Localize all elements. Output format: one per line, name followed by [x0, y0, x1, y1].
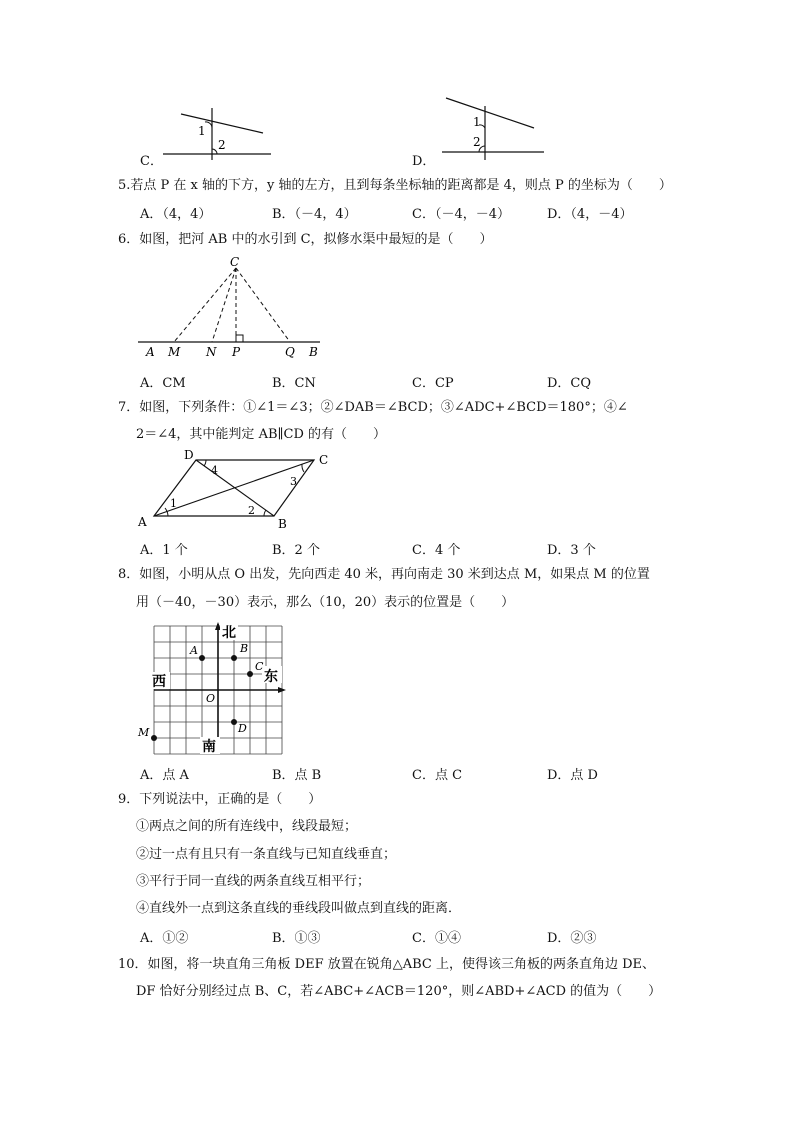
angle-label-1: 1 — [170, 497, 177, 510]
point-m-label: M — [168, 345, 181, 359]
transversal-line — [446, 98, 534, 128]
east-label: 东 — [264, 669, 278, 685]
point-m-label: M — [138, 726, 150, 739]
point-q-label: Q — [285, 345, 295, 359]
angle-label-4: 4 — [211, 464, 218, 477]
angle-label-1: 1 — [198, 124, 206, 138]
north-label: 北 — [222, 625, 236, 641]
q9-statement-4: ④直线外一点到这条直线的垂线段叫做点到直线的距离． — [136, 901, 462, 916]
point-a-dot — [199, 655, 205, 661]
angle-arc-3 — [302, 464, 304, 472]
q7-stem-line1: 7．如图，下列条件：①∠1＝∠3；②∠DAB＝∠BCD；③∠ADC+∠BCD＝180°；④∠ — [118, 400, 628, 415]
q9-statement-1: ①两点之间的所有连线中，线段最短； — [136, 819, 358, 834]
q8-option-d[interactable]: D．点 D — [547, 768, 598, 783]
angle-arc-2 — [264, 510, 266, 516]
q6-option-b[interactable]: B．CN — [272, 376, 316, 391]
diagonal-bd — [196, 460, 274, 516]
point-d-dot — [231, 719, 237, 725]
q8-option-c[interactable]: C．点 C — [412, 768, 463, 783]
angle-arc-2 — [212, 149, 217, 154]
q6-option-c[interactable]: C．CP — [412, 376, 454, 391]
q9-statement-3: ③平行于同一直线的两条直线互相平行； — [136, 874, 371, 889]
q5-option-c[interactable]: C．（－4，－4） — [412, 207, 510, 222]
q8-stem-line1: 8．如图，小明从点 O 出发，先向西走 40 米，再向南走 30 米到达点 M，如果点 M 的位置 — [118, 567, 650, 582]
angle-label-2: 2 — [218, 138, 226, 152]
angle-label-3: 3 — [290, 475, 297, 488]
q9-option-b[interactable]: B．①③ — [272, 931, 321, 946]
angle-label-2: 2 — [473, 135, 481, 149]
q6-option-a[interactable]: A．CM — [140, 376, 186, 391]
q7-option-d[interactable]: D．3 个 — [547, 543, 596, 558]
point-b-dot — [231, 655, 237, 661]
q10-stem-line2: DF 恰好分别经过点 B、C，若∠ABC+∠ACB＝120°，则∠ABD+∠ACD 的值为（ ） — [136, 984, 662, 999]
vertex-a-label: A — [138, 515, 147, 529]
q6-option-d[interactable]: D．CQ — [547, 376, 592, 391]
point-p-label: P — [232, 345, 241, 359]
q4-option-d-label[interactable]: D． — [412, 154, 436, 169]
q5-option-d[interactable]: D．（4，－4） — [547, 207, 633, 222]
q7-option-b[interactable]: B．2 个 — [272, 543, 320, 558]
q9-option-c[interactable]: C．①④ — [412, 931, 461, 946]
dashed-cm — [174, 268, 236, 342]
diagonal-ac — [154, 460, 314, 516]
q9-option-a[interactable]: A．①② — [140, 931, 189, 946]
q8-option-a[interactable]: A．点 A — [140, 768, 189, 783]
q8-stem-line2: 用（－40，－30）表示，那么（10，20）表示的位置是（ ） — [136, 595, 515, 610]
point-m-dot — [151, 735, 157, 741]
q7-stem-line2: 2＝∠4，其中能判定 AB∥CD 的有（ ） — [136, 427, 387, 442]
dashed-cn — [212, 268, 236, 342]
point-a-label: A — [146, 345, 155, 359]
angle-label-2: 2 — [248, 504, 255, 517]
angle-arc-1 — [205, 122, 212, 128]
q9-statement-2: ②过一点有且只有一条直线与已知直线垂直； — [136, 847, 397, 862]
q5-option-a[interactable]: A．（4，4） — [140, 207, 212, 222]
point-n-label: N — [206, 345, 217, 359]
point-b-label: B — [309, 345, 318, 359]
q4-figure-c — [155, 100, 280, 162]
right-angle-mark — [236, 335, 243, 342]
q9-stem: 9．下列说法中，正确的是（ ） — [118, 792, 322, 807]
point-c-dot — [247, 671, 253, 677]
point-a-label: A — [190, 644, 198, 657]
point-c-label: C — [230, 255, 240, 269]
q8-grid-map-figure — [136, 620, 291, 760]
west-label: 西 — [152, 674, 166, 690]
q5-option-b[interactable]: B．（－4，4） — [272, 207, 357, 222]
vertex-b-label: B — [278, 517, 287, 531]
q6-stem: 6．如图，把河 AB 中的水引到 C，拟修水渠中最短的是（ ） — [118, 232, 493, 247]
point-c-label: C — [255, 660, 264, 673]
transversal-line — [181, 114, 263, 133]
q7-option-c[interactable]: C．4 个 — [412, 543, 461, 558]
point-d-label: D — [238, 722, 247, 735]
q4-figure-d — [430, 92, 555, 162]
south-label: 南 — [202, 739, 216, 755]
point-o-label: O — [206, 692, 216, 705]
q9-option-d[interactable]: D．②③ — [547, 931, 597, 946]
angle-arc-4 — [204, 460, 206, 466]
vertex-c-label: C — [319, 453, 329, 467]
q6-river-figure — [130, 254, 330, 362]
q7-parallelogram-figure — [134, 450, 339, 532]
vertex-d-label: D — [184, 448, 194, 462]
dashed-cq — [236, 268, 290, 342]
q5-stem: 5.若点 P 在 x 轴的下方，y 轴的左方，且到每条坐标轴的距离都是 4，则点 P 的坐标为（ ） — [118, 178, 672, 193]
point-b-label: B — [240, 642, 249, 655]
q10-stem-line1: 10．如图，将一块直角三角板 DEF 放置在锐角△ABC 上，使得该三角板的两条直角边 DE、 — [118, 957, 656, 972]
q8-option-b[interactable]: B．点 B — [272, 768, 322, 783]
angle-label-1: 1 — [473, 115, 481, 129]
q7-option-a[interactable]: A．1 个 — [140, 543, 188, 558]
q4-option-c-label[interactable]: C． — [140, 154, 163, 169]
